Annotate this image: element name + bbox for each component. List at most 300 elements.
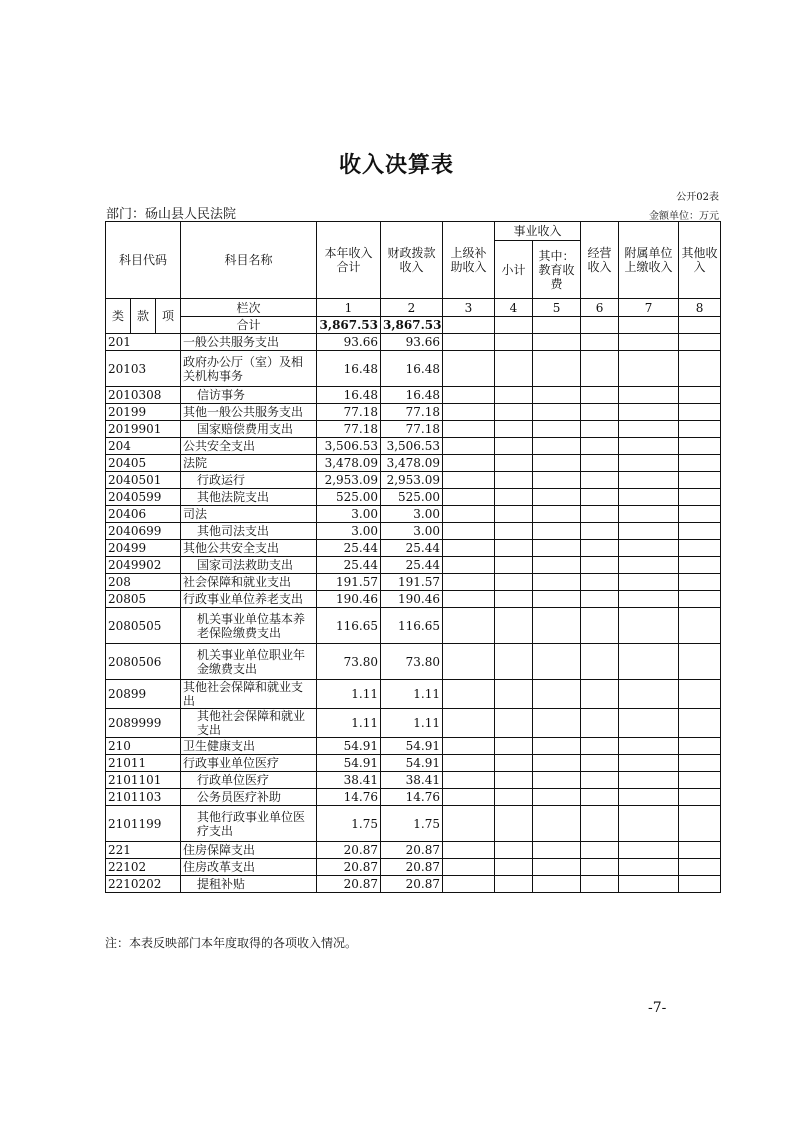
empty-cell — [495, 876, 533, 893]
empty-cell — [619, 680, 679, 709]
empty-cell — [581, 472, 619, 489]
empty-cell — [533, 557, 581, 574]
row-code: 20406 — [106, 506, 181, 523]
empty-cell — [533, 438, 581, 455]
row-total: 3,506.53 — [317, 438, 381, 455]
empty-cell — [679, 608, 721, 644]
row-name: 国家赔偿费用支出 — [181, 421, 317, 438]
empty-cell — [495, 472, 533, 489]
empty-cell — [619, 842, 679, 859]
empty-cell — [679, 772, 721, 789]
row-fiscal: 54.91 — [381, 755, 443, 772]
row-code: 20805 — [106, 591, 181, 608]
empty-cell — [495, 351, 533, 387]
empty-cell — [679, 709, 721, 738]
row-code: 2049902 — [106, 557, 181, 574]
row-name: 公务员医疗补助 — [181, 789, 317, 806]
row-name: 行政运行 — [181, 472, 317, 489]
empty-cell — [679, 789, 721, 806]
empty-cell — [495, 506, 533, 523]
empty-cell — [443, 506, 495, 523]
row-name: 提租补贴 — [181, 876, 317, 893]
col-num: 6 — [581, 299, 619, 317]
row-total: 38.41 — [317, 772, 381, 789]
row-total: 20.87 — [317, 876, 381, 893]
empty-cell — [443, 644, 495, 680]
table-row — [106, 709, 721, 738]
row-name: 卫生健康支出 — [181, 738, 317, 755]
empty-cell — [679, 859, 721, 876]
empty-cell — [679, 334, 721, 351]
empty-cell — [443, 540, 495, 557]
empty-cell — [443, 842, 495, 859]
row-code: 210 — [106, 738, 181, 755]
table-row — [106, 738, 721, 755]
empty-cell — [533, 680, 581, 709]
row-total: 1.75 — [317, 806, 381, 842]
table-row — [106, 608, 721, 644]
row-code: 2080506 — [106, 644, 181, 680]
empty-cell — [443, 574, 495, 591]
empty-cell — [679, 591, 721, 608]
table-row — [106, 591, 721, 608]
empty-cell — [495, 421, 533, 438]
col-num: 3 — [443, 299, 495, 317]
row-code: 2101101 — [106, 772, 181, 789]
row-total: 20.87 — [317, 859, 381, 876]
empty-cell — [679, 455, 721, 472]
row-code: 2010308 — [106, 387, 181, 404]
empty-cell — [619, 540, 679, 557]
empty-cell — [443, 455, 495, 472]
row-name: 其他行政事业单位医疗支出 — [181, 806, 317, 842]
empty-cell — [443, 738, 495, 755]
col-num: 4 — [495, 299, 533, 317]
empty-cell — [495, 772, 533, 789]
empty-cell — [443, 608, 495, 644]
empty-cell — [533, 608, 581, 644]
empty-cell — [533, 876, 581, 893]
col-num: 5 — [533, 299, 581, 317]
total-label: 合计 — [181, 317, 317, 334]
header-code: 科目代码 — [106, 222, 181, 299]
header-kuan: 款 — [131, 299, 156, 334]
table-row — [106, 540, 721, 557]
empty-cell — [533, 523, 581, 540]
table-row — [106, 506, 721, 523]
row-fiscal: 1.11 — [381, 709, 443, 738]
empty-cell — [581, 387, 619, 404]
row-name: 住房保障支出 — [181, 842, 317, 859]
empty-cell — [581, 772, 619, 789]
empty-cell — [619, 506, 679, 523]
empty-cell — [581, 806, 619, 842]
empty-cell — [443, 387, 495, 404]
empty-cell — [533, 574, 581, 591]
empty-cell — [679, 842, 721, 859]
empty-cell — [679, 421, 721, 438]
empty-cell — [619, 472, 679, 489]
empty-cell — [679, 351, 721, 387]
empty-cell — [533, 591, 581, 608]
empty-cell — [679, 387, 721, 404]
empty-cell — [495, 404, 533, 421]
total-amount: 3,867.53 — [317, 317, 381, 334]
empty-cell — [495, 334, 533, 351]
empty-cell — [619, 334, 679, 351]
row-name: 机关事业单位职业年金缴费支出 — [181, 644, 317, 680]
header-edu: 其中：教育收费 — [533, 241, 581, 299]
row-code: 208 — [106, 574, 181, 591]
header-name: 科目名称 — [181, 222, 317, 299]
row-fiscal: 93.66 — [381, 334, 443, 351]
row-total: 73.80 — [317, 644, 381, 680]
row-name: 国家司法救助支出 — [181, 557, 317, 574]
table-row — [106, 772, 721, 789]
row-code: 21011 — [106, 755, 181, 772]
empty-cell — [495, 438, 533, 455]
row-name: 住房改革支出 — [181, 859, 317, 876]
empty-cell — [581, 404, 619, 421]
table-row — [106, 557, 721, 574]
row-name: 行政事业单位养老支出 — [181, 591, 317, 608]
header-affiliate: 附属单位上缴收入 — [619, 222, 679, 299]
table-row — [106, 859, 721, 876]
empty-cell — [533, 506, 581, 523]
empty-cell — [679, 557, 721, 574]
header-other: 其他收入 — [679, 222, 721, 299]
empty-cell — [533, 472, 581, 489]
empty-cell — [495, 755, 533, 772]
total-fiscal: 3,867.53 — [381, 317, 443, 334]
empty-cell — [443, 438, 495, 455]
empty-cell — [581, 842, 619, 859]
row-total: 525.00 — [317, 489, 381, 506]
table-row — [106, 842, 721, 859]
row-code: 2101103 — [106, 789, 181, 806]
row-fiscal: 25.44 — [381, 557, 443, 574]
table-row — [106, 334, 721, 351]
empty-cell — [533, 709, 581, 738]
empty-cell — [581, 608, 619, 644]
row-total: 93.66 — [317, 334, 381, 351]
empty-cell — [619, 772, 679, 789]
empty-cell — [619, 489, 679, 506]
row-code: 2089999 — [106, 709, 181, 738]
page-title: 收入决算表 — [338, 153, 454, 178]
empty-cell — [581, 709, 619, 738]
table-row — [106, 876, 721, 893]
empty-cell — [533, 738, 581, 755]
empty-cell — [533, 789, 581, 806]
header-operation: 经营收入 — [581, 222, 619, 299]
row-name: 其他公共安全支出 — [181, 540, 317, 557]
row-code: 2210202 — [106, 876, 181, 893]
row-fiscal: 54.91 — [381, 738, 443, 755]
header-lanci: 栏次 — [181, 299, 317, 317]
empty-cell — [581, 574, 619, 591]
empty-cell — [619, 644, 679, 680]
row-total: 16.48 — [317, 351, 381, 387]
empty-cell — [533, 806, 581, 842]
empty-cell — [443, 789, 495, 806]
empty-cell — [679, 644, 721, 680]
row-fiscal: 16.48 — [381, 351, 443, 387]
empty-cell — [679, 806, 721, 842]
empty-cell — [443, 591, 495, 608]
row-name: 社会保障和就业支出 — [181, 574, 317, 591]
row-total: 25.44 — [317, 540, 381, 557]
table-row — [106, 351, 721, 387]
empty-cell — [495, 489, 533, 506]
row-fiscal: 14.76 — [381, 789, 443, 806]
empty-cell — [533, 351, 581, 387]
row-total: 20.87 — [317, 842, 381, 859]
row-fiscal: 73.80 — [381, 644, 443, 680]
header-total: 本年收入合计 — [317, 222, 381, 299]
empty-cell — [495, 574, 533, 591]
empty-cell — [581, 455, 619, 472]
empty-cell — [581, 644, 619, 680]
empty-cell — [443, 876, 495, 893]
empty-cell — [581, 876, 619, 893]
empty-cell — [443, 709, 495, 738]
row-code: 20405 — [106, 455, 181, 472]
row-code: 201 — [106, 334, 181, 351]
row-code: 20103 — [106, 351, 181, 387]
empty-cell — [619, 438, 679, 455]
table-row — [106, 789, 721, 806]
department-label: 部门：砀山县人民法院 — [106, 207, 237, 222]
empty-cell — [495, 608, 533, 644]
empty-cell — [619, 755, 679, 772]
row-name: 一般公共服务支出 — [181, 334, 317, 351]
empty-cell — [619, 859, 679, 876]
header-lei: 类 — [106, 299, 131, 334]
empty-cell — [581, 557, 619, 574]
row-fiscal: 20.87 — [381, 859, 443, 876]
row-fiscal: 3.00 — [381, 506, 443, 523]
empty-cell — [533, 334, 581, 351]
empty-cell — [533, 387, 581, 404]
row-code: 2040599 — [106, 489, 181, 506]
empty-cell — [495, 738, 533, 755]
empty-cell — [533, 772, 581, 789]
empty-cell — [679, 755, 721, 772]
header-xiang: 项 — [156, 299, 181, 334]
table-row — [106, 438, 721, 455]
empty-cell — [581, 506, 619, 523]
empty-cell — [581, 523, 619, 540]
empty-cell — [619, 387, 679, 404]
empty-cell — [619, 557, 679, 574]
row-code: 2019901 — [106, 421, 181, 438]
empty-cell — [619, 591, 679, 608]
header-superior: 上级补助收入 — [443, 222, 495, 299]
row-fiscal: 3,478.09 — [381, 455, 443, 472]
empty-cell — [495, 523, 533, 540]
row-fiscal: 25.44 — [381, 540, 443, 557]
row-name: 其他社会保障和就业支出 — [181, 680, 317, 709]
empty-cell — [581, 421, 619, 438]
empty-cell — [679, 404, 721, 421]
table-row — [106, 404, 721, 421]
empty-cell — [679, 680, 721, 709]
empty-cell — [533, 404, 581, 421]
empty-cell — [443, 351, 495, 387]
empty-cell — [533, 755, 581, 772]
empty-cell — [443, 557, 495, 574]
empty-cell — [679, 876, 721, 893]
empty-cell — [443, 680, 495, 709]
empty-cell — [619, 574, 679, 591]
empty-cell — [679, 738, 721, 755]
empty-cell — [679, 489, 721, 506]
empty-cell — [495, 806, 533, 842]
empty-cell — [679, 438, 721, 455]
empty-cell — [581, 540, 619, 557]
empty-cell — [533, 644, 581, 680]
table-row — [106, 806, 721, 842]
row-total: 54.91 — [317, 738, 381, 755]
row-name: 信访事务 — [181, 387, 317, 404]
row-code: 2040501 — [106, 472, 181, 489]
empty-cell — [619, 738, 679, 755]
col-num: 1 — [317, 299, 381, 317]
row-name: 司法 — [181, 506, 317, 523]
row-total: 54.91 — [317, 755, 381, 772]
row-code: 22102 — [106, 859, 181, 876]
empty-cell — [495, 680, 533, 709]
empty-cell — [619, 806, 679, 842]
row-total: 2,953.09 — [317, 472, 381, 489]
row-code: 204 — [106, 438, 181, 455]
empty-cell — [619, 455, 679, 472]
row-name: 其他司法支出 — [181, 523, 317, 540]
row-fiscal: 77.18 — [381, 404, 443, 421]
row-name: 政府办公厅（室）及相关机构事务 — [181, 351, 317, 387]
empty-cell — [443, 421, 495, 438]
row-total: 77.18 — [317, 404, 381, 421]
empty-cell — [581, 351, 619, 387]
empty-cell — [581, 438, 619, 455]
empty-cell — [443, 334, 495, 351]
table-row — [106, 421, 721, 438]
row-total: 116.65 — [317, 608, 381, 644]
row-fiscal: 190.46 — [381, 591, 443, 608]
col-num: 2 — [381, 299, 443, 317]
row-code: 2101199 — [106, 806, 181, 842]
table-row — [106, 680, 721, 709]
empty-cell — [619, 421, 679, 438]
row-name: 机关事业单位基本养老保险缴费支出 — [181, 608, 317, 644]
row-name: 行政事业单位医疗 — [181, 755, 317, 772]
row-code: 20899 — [106, 680, 181, 709]
empty-cell — [581, 489, 619, 506]
empty-cell — [619, 789, 679, 806]
empty-cell — [443, 806, 495, 842]
col-num: 7 — [619, 299, 679, 317]
empty-cell — [533, 489, 581, 506]
empty-cell — [495, 387, 533, 404]
row-fiscal: 3.00 — [381, 523, 443, 540]
table-row — [106, 523, 721, 540]
empty-cell — [495, 709, 533, 738]
row-total: 14.76 — [317, 789, 381, 806]
form-code: 公开02表 — [676, 192, 719, 203]
row-total: 77.18 — [317, 421, 381, 438]
empty-cell — [443, 404, 495, 421]
empty-cell — [495, 842, 533, 859]
table-row — [106, 574, 721, 591]
empty-cell — [495, 557, 533, 574]
page-number: -7- — [648, 1000, 667, 1016]
row-total: 191.57 — [317, 574, 381, 591]
row-total: 1.11 — [317, 709, 381, 738]
row-code: 20499 — [106, 540, 181, 557]
empty-cell — [533, 859, 581, 876]
empty-cell — [495, 789, 533, 806]
empty-cell — [679, 574, 721, 591]
row-fiscal: 3,506.53 — [381, 438, 443, 455]
row-name: 公共安全支出 — [181, 438, 317, 455]
empty-cell — [443, 859, 495, 876]
footnote: 注：本表反映部门本年度取得的各项收入情况。 — [105, 936, 358, 950]
empty-cell — [533, 455, 581, 472]
empty-cell — [581, 755, 619, 772]
row-total: 3,478.09 — [317, 455, 381, 472]
row-name: 行政单位医疗 — [181, 772, 317, 789]
table-row — [106, 644, 721, 680]
empty-cell — [581, 334, 619, 351]
row-total: 3.00 — [317, 523, 381, 540]
empty-cell — [679, 523, 721, 540]
col-num: 8 — [679, 299, 721, 317]
row-fiscal: 77.18 — [381, 421, 443, 438]
header-subtotal: 小计 — [495, 241, 533, 299]
empty-cell — [581, 789, 619, 806]
row-total: 1.11 — [317, 680, 381, 709]
row-total: 25.44 — [317, 557, 381, 574]
row-name: 其他一般公共服务支出 — [181, 404, 317, 421]
empty-cell — [495, 591, 533, 608]
table-row — [106, 472, 721, 489]
row-total: 190.46 — [317, 591, 381, 608]
empty-cell — [619, 608, 679, 644]
empty-cell — [581, 680, 619, 709]
empty-cell — [443, 523, 495, 540]
empty-cell — [679, 540, 721, 557]
empty-cell — [443, 755, 495, 772]
empty-cell — [619, 709, 679, 738]
empty-cell — [619, 351, 679, 387]
empty-cell — [495, 540, 533, 557]
empty-cell — [619, 876, 679, 893]
table-row — [106, 387, 721, 404]
empty-cell — [495, 455, 533, 472]
row-name: 法院 — [181, 455, 317, 472]
row-fiscal: 191.57 — [381, 574, 443, 591]
header-business: 事业收入 — [495, 222, 581, 241]
empty-cell — [443, 772, 495, 789]
table-row — [106, 489, 721, 506]
empty-cell — [581, 591, 619, 608]
table-row — [106, 455, 721, 472]
empty-cell — [495, 644, 533, 680]
unit-label: 金额单位：万元 — [649, 211, 719, 222]
row-fiscal: 16.48 — [381, 387, 443, 404]
empty-cell — [495, 859, 533, 876]
